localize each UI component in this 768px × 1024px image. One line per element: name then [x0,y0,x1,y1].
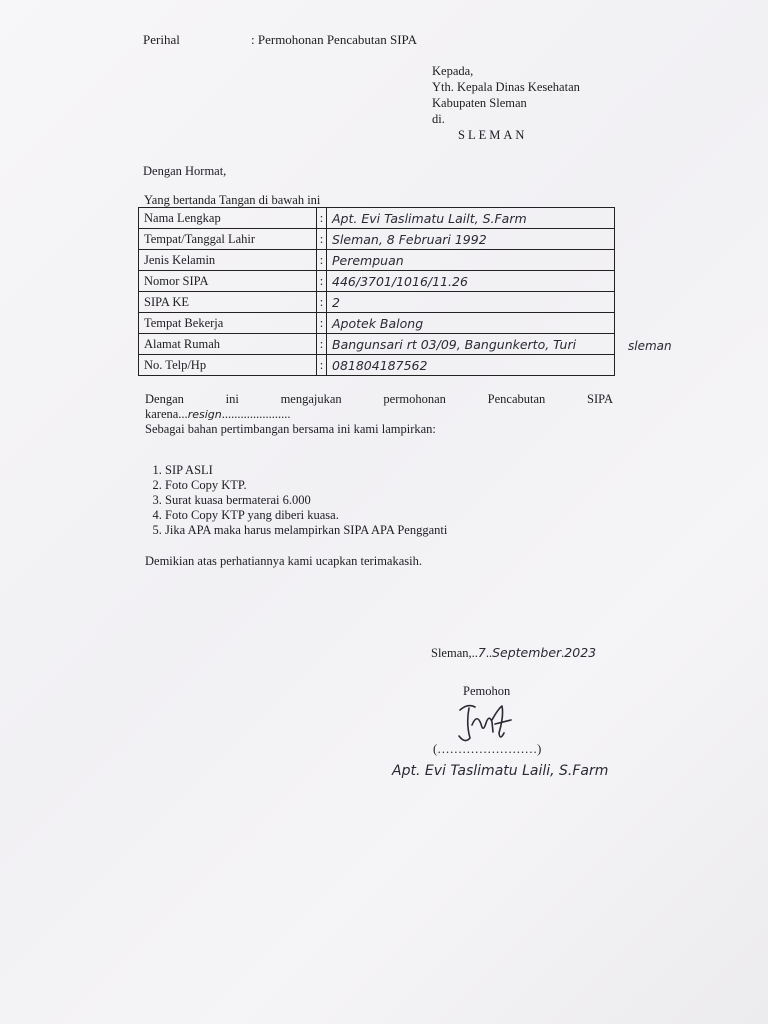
row-label: Nama Lengkap [139,208,317,229]
row-value: Bangunsari rt 03/09, Bangunkerto, Turi [327,334,615,355]
signature-scribble [454,700,518,746]
row-colon: : [317,250,327,271]
row-value: Sleman, 8 Februari 1992 [327,229,615,250]
recipient-block [432,63,580,143]
closing-line: Demikian atas perhatiannya kami ucapkan terimakasih. [145,554,422,568]
request-word: SIPA [587,392,613,406]
date-dots: .. [485,646,493,660]
date-line [431,645,596,661]
request-word: Dengan [145,392,184,406]
salutation: Dengan Hormat, [143,164,227,178]
row-value: 081804187562 [327,355,615,376]
row-colon: : [317,208,327,229]
date-year: 2023 [564,645,597,660]
table-row [139,271,615,292]
row-label: Alamat Rumah [139,334,317,355]
table-row [139,292,615,313]
row-value: Apt. Evi Taslimatu Lailt, S.Farm [327,208,615,229]
recipient-city: SLEMAN [458,128,528,142]
table-row [139,313,615,334]
row-value: 446/3701/1016/11.26 [327,271,615,292]
request-word: permohonan [383,392,446,406]
list-item: 1. SIP ASLI [165,463,447,478]
row-label: Tempat Bekerja [139,313,317,334]
recipient-line-4: di. [432,112,445,126]
row-colon: : [317,271,327,292]
address-overflow-text: sleman [628,339,672,353]
date-place: Sleman, [431,646,472,660]
row-label: No. Telp/Hp [139,355,317,376]
table-row [139,229,615,250]
row-colon: : [317,334,327,355]
row-value: Perempuan [327,250,615,271]
date-month: September [492,645,562,660]
attachment-list [146,463,447,538]
date-dots: .. [471,646,478,660]
table-row [139,208,615,229]
reason-value: resign [187,408,222,421]
intro-line: Yang bertanda Tangan di bawah ini [144,193,321,207]
date-dots: . [561,646,565,660]
reason-label: karena... [145,407,188,421]
row-label: SIPA KE [139,292,317,313]
applicant-label: Pemohon [463,684,511,698]
signatory-name: Apt. Evi Taslimatu Laili, S.Farm [392,763,609,779]
row-colon: : [317,229,327,250]
list-item: 5. Jika APA maka harus melampirkan SIPA APA Pengganti [165,523,447,538]
recipient-line-2: Yth. Kepala Dinas Kesehatan [432,80,580,94]
table-row [139,250,615,271]
recipient-line-1: Kepada, [432,64,474,78]
request-word: mengajukan [280,392,342,406]
reason-dots: ...................... [221,407,291,421]
subject-label: Perihal [143,32,180,47]
request-paragraph [145,392,613,437]
request-word: Pencabutan [487,392,546,406]
row-colon: : [317,292,327,313]
row-label: Nomor SIPA [139,271,317,292]
row-value: Apotek Balong [327,313,615,334]
list-item: 4. Foto Copy KTP yang diberi kuasa. [165,508,447,523]
table-row [139,355,615,376]
request-first-line [145,392,613,407]
row-label: Jenis Kelamin [139,250,317,271]
table-row [139,334,615,355]
subject-line [143,32,417,48]
date-day: 7 [477,645,486,660]
list-item: 2. Foto Copy KTP. [165,478,447,493]
row-colon: : [317,355,327,376]
recipient-line-3: Kabupaten Sleman [432,96,527,110]
request-word: ini [225,392,239,406]
subject-value: : Permohonan Pencabutan SIPA [251,32,417,47]
row-label: Tempat/Tanggal Lahir [139,229,317,250]
row-colon: : [317,313,327,334]
signature-name-placeholder: (……………………) [433,742,542,756]
list-item: 3. Surat kuasa bermaterai 6.000 [165,493,447,508]
reason-line [145,407,613,422]
row-value: 2 [327,292,615,313]
applicant-table [138,207,615,376]
attachment-intro: Sebagai bahan pertimbangan bersama ini kami lampirkan: [145,422,436,436]
